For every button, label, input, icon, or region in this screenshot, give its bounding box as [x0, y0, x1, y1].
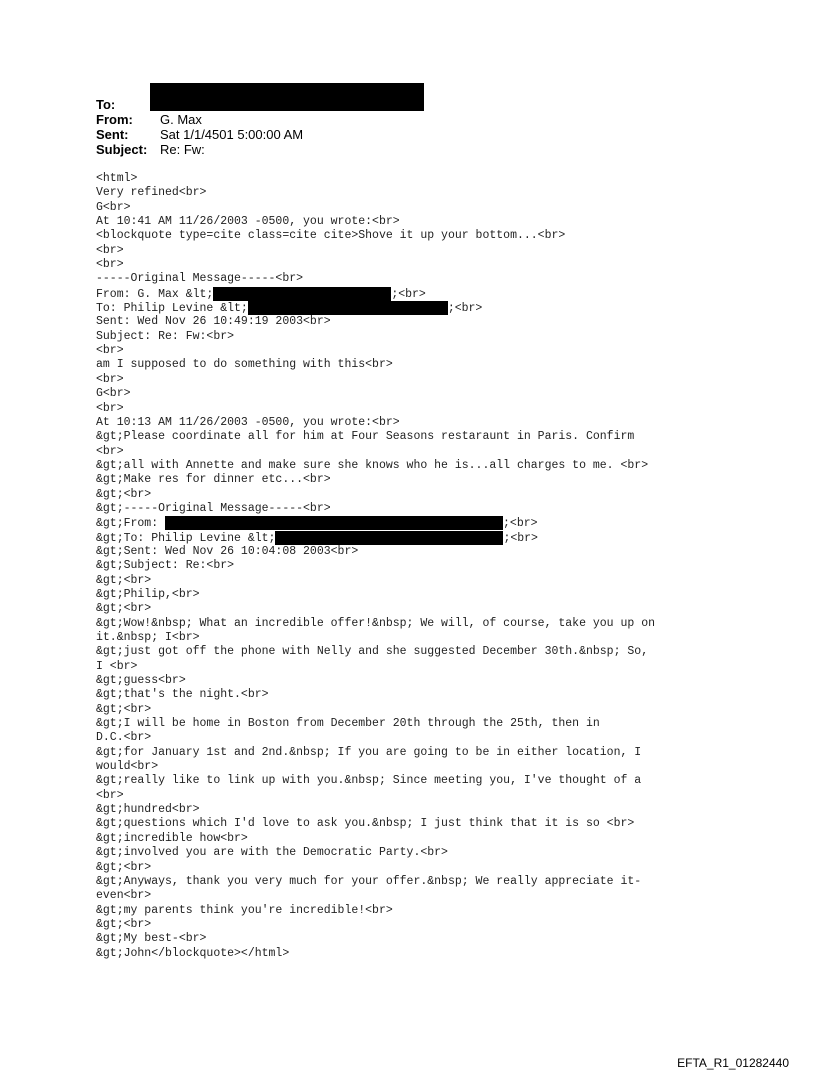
body-line	[96, 516, 736, 530]
body-line: <br>	[96, 788, 124, 802]
body-line: &gt;I will be home in Boston from December 20th through the 25th, then in	[96, 717, 600, 731]
body-line: Subject: Re: Fw:<br>	[96, 329, 235, 343]
body-line: &gt;questions which I'd love to ask you.&nbsp; I just think that it is so <br>	[96, 817, 635, 831]
to-label: To:	[96, 97, 116, 112]
redaction-bar	[165, 516, 503, 530]
body-line: <br>	[96, 258, 124, 272]
body-line: &gt;for January 1st and 2nd.&nbsp; If you are going to be in either location, I	[96, 745, 642, 759]
sent-label: Sent:	[96, 127, 129, 142]
body-line: &gt;Sent: Wed Nov 26 10:04:08 2003<br>	[96, 544, 359, 558]
body-line: At 10:13 AM 11/26/2003 -0500, you wrote:<br>	[96, 415, 400, 429]
body-line: even<br>	[96, 889, 152, 903]
body-text: To: Philip Levine &lt;	[96, 302, 248, 316]
body-line: <br>	[96, 344, 124, 358]
body-line: Sent: Wed Nov 26 10:49:19 2003<br>	[96, 315, 331, 329]
body-text: &gt;To: Philip Levine &lt;	[96, 531, 276, 545]
body-line: &gt;<br>	[96, 917, 152, 931]
body-line: G<br>	[96, 387, 131, 401]
from-value: G. Max	[160, 112, 202, 127]
body-line: <blockquote type=cite class=cite cite>Shove it up your bottom...<br>	[96, 229, 566, 243]
body-line: G<br>	[96, 200, 131, 214]
subject-value: Re: Fw:	[160, 142, 205, 157]
body-line: <br>	[96, 243, 124, 257]
subject-label: Subject:	[96, 142, 148, 157]
from-label: From:	[96, 112, 133, 127]
body-line	[96, 301, 736, 315]
body-line: &gt;that's the night.<br>	[96, 688, 269, 702]
body-line: -----Original Message-----<br>	[96, 272, 304, 286]
body-line: &gt;just got off the phone with Nelly and she suggested December 30th.&nbsp; So,	[96, 645, 649, 659]
body-line: &gt;Philip,<br>	[96, 587, 200, 601]
redaction-bar	[213, 287, 391, 301]
redaction-bar	[248, 301, 448, 315]
body-line: &gt;incredible how<br>	[96, 831, 248, 845]
body-text: ;<br>	[391, 287, 426, 301]
body-line: <br>	[96, 372, 124, 386]
body-line: would<br>	[96, 760, 159, 774]
body-line: &gt;<br>	[96, 602, 152, 616]
body-line: &gt;hundred<br>	[96, 803, 200, 817]
body-line: &gt;<br>	[96, 860, 152, 874]
body-line: <br>	[96, 444, 124, 458]
body-line: &gt;my parents think you're incredible!<br>	[96, 903, 393, 917]
body-text: ;<br>	[503, 531, 538, 545]
body-line: am I supposed to do something with this<br>	[96, 358, 393, 372]
body-line: &gt;Subject: Re:<br>	[96, 559, 235, 573]
body-text: &gt;From:	[96, 517, 166, 531]
body-line: <br>	[96, 401, 124, 415]
body-line: &gt;Make res for dinner etc...<br>	[96, 473, 331, 487]
body-line: &gt;-----Original Message-----<br>	[96, 501, 331, 515]
body-line: At 10:41 AM 11/26/2003 -0500, you wrote:<br>	[96, 215, 400, 229]
body-line: &gt;all with Annette and make sure she knows who he is...all charges to me. <br>	[96, 458, 649, 472]
sent-value: Sat 1/1/4501 5:00:00 AM	[160, 127, 304, 142]
body-line	[96, 531, 736, 545]
body-line: D.C.<br>	[96, 731, 152, 745]
body-line	[96, 287, 736, 301]
document-id: EFTA_R1_01282440	[677, 1056, 789, 1070]
body-line: &gt;<br>	[96, 487, 152, 501]
body-line: &gt;<br>	[96, 702, 152, 716]
redaction-bar	[275, 531, 503, 545]
email-body	[96, 172, 736, 961]
body-text: ;<br>	[447, 302, 483, 316]
body-line: &gt;My best-<br>	[96, 932, 207, 946]
body-line: &gt;Anyways, thank you very much for your offer.&nbsp; We really appreciate it-	[96, 874, 642, 888]
body-line: &gt;Please coordinate all for him at Four Seasons restaraunt in Paris. Confirm	[96, 430, 635, 444]
body-line: it.&nbsp; I<br>	[96, 631, 200, 644]
body-line: &gt;<br>	[96, 573, 152, 587]
body-line: Very refined<br>	[96, 186, 207, 200]
body-line: &gt;really like to link up with you.&nbsp; Since meeting you, I've thought of a	[96, 774, 642, 788]
body-text: From: G. Max &lt;	[96, 287, 214, 301]
body-line: &gt;guess<br>	[96, 674, 186, 688]
redaction-bar	[150, 83, 424, 111]
body-line: &gt;Wow!&nbsp; What an incredible offer!&nbsp; We will, of course, take you up on	[96, 616, 655, 630]
body-line: I <br>	[96, 659, 138, 673]
body-text: ;<br>	[503, 517, 538, 531]
body-line: &gt;involved you are with the Democratic Party.<br>	[96, 846, 448, 860]
body-line: <html>	[96, 172, 138, 185]
body-line: &gt;John</blockquote></html>	[96, 946, 290, 960]
